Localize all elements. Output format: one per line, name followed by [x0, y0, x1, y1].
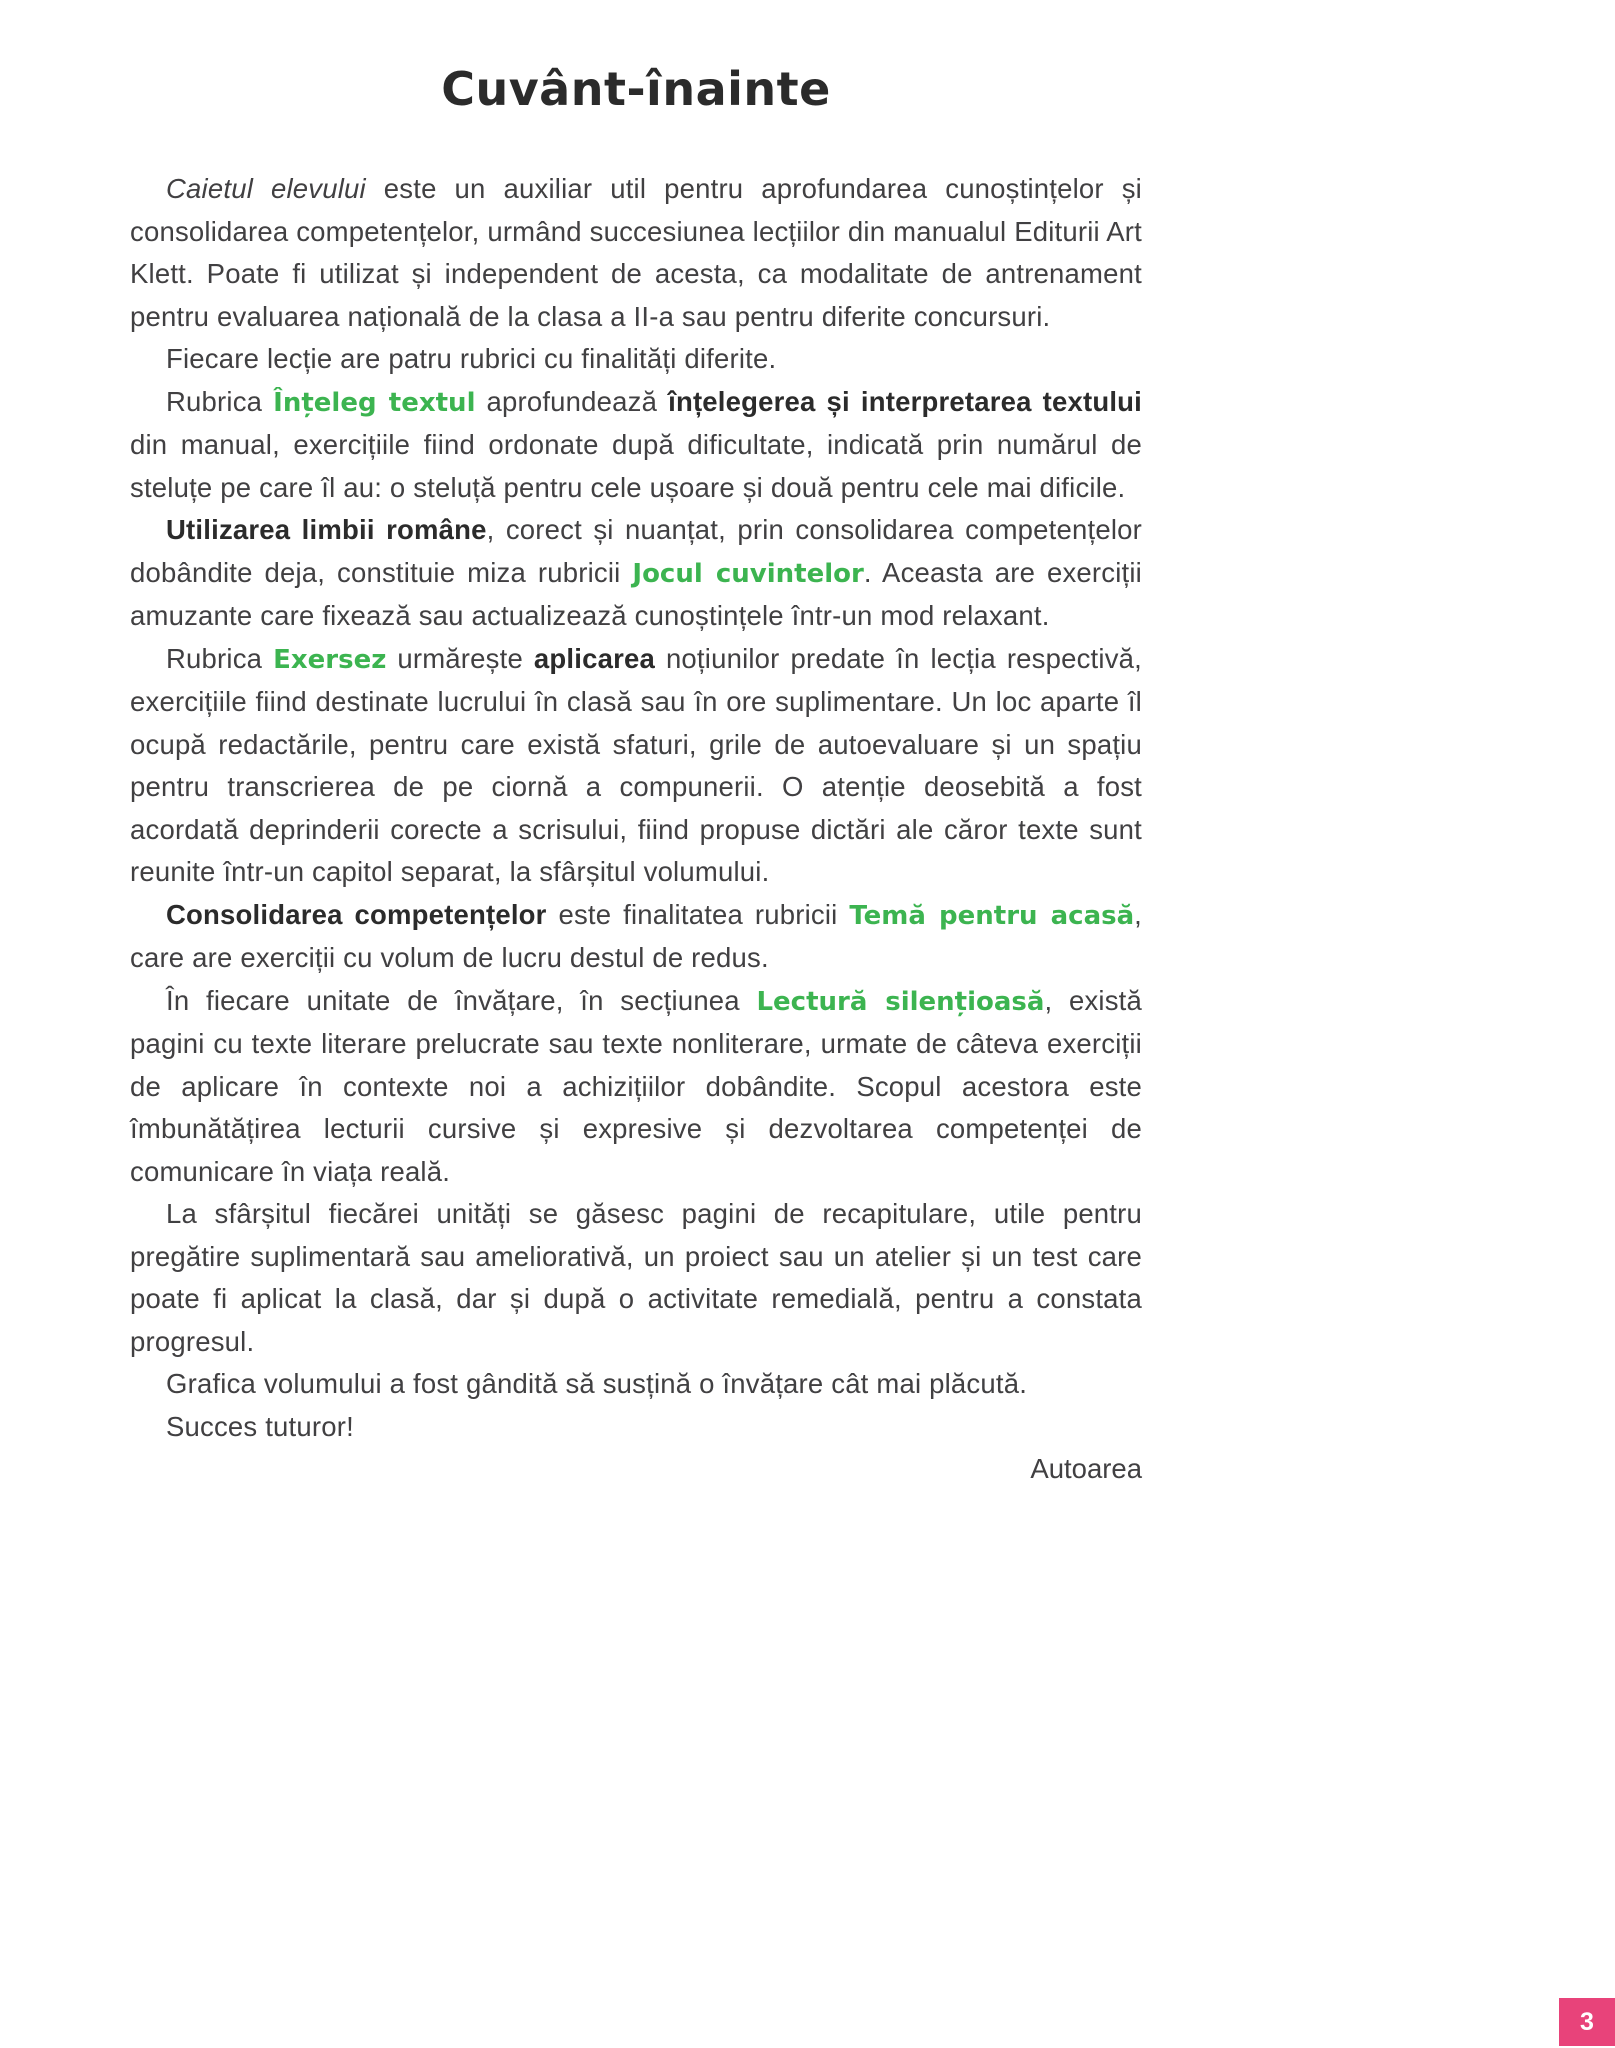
page-number-badge: [1559, 1998, 1615, 2046]
paragraph: Caietul elevului este un auxiliar util pentru aprofundarea cunoștințelor și consolidarea competențelor, urmând succesiunea lecțiilor din manualul Editurii Art Klett. Poate fi utilizat și independent de acesta, ca modalitate de antrenament pentru evaluarea națională de la clasa a II-a sau pentru diferite concursuri.: [130, 173, 1142, 332]
foreword-body: [130, 168, 1142, 1448]
paragraph: Rubrica Înțeleg textul aprofundează înțelegerea și interpretarea textului din manual, exercițiile fiind ordonate după dificultate, indicată prin numărul de steluțe pe care îl au: o steluță pentru cele ușoare și două pentru cele mai dificile.: [130, 385, 1142, 503]
paragraph: În fiecare unitate de învățare, în secțiunea Lectură silențioasă, există pagini cu texte literare prelucrate sau texte nonliterare, urmate de câteva exerciții de aplicare în contexte noi a achizițiilor dobândite. Scopul acestora este îmbunătățirea lecturii cursive și expresive și dezvoltarea competenței de comunicare în viața reală.: [130, 984, 1142, 1187]
author-signature: Autoarea: [1030, 1453, 1142, 1484]
paragraph: La sfârșitul fiecărei unități se găsesc pagini de recapitulare, utile pentru pregătire suplimentară sau ameliorativă, un proiect sau un atelier și un test care poate fi aplicat la clasă, dar și după o activitate remedială, pentru a constata progresul.: [130, 1198, 1142, 1357]
paragraph: Succes tuturor!: [166, 1410, 354, 1442]
paragraph: Consolidarea competențelor este finalitatea rubricii Temă pentru acasă, care are exerciții cu volum de lucru destul de redus.: [130, 898, 1142, 973]
page-content: [130, 62, 1142, 1491]
paragraph: Fiecare lecție are patru rubrici cu finalități diferite.: [166, 343, 777, 374]
paragraph: Rubrica Exersez urmărește aplicarea noțiunilor predate în lecția respectivă, exercițiile fiind destinate lucrului în clasă sau în ore suplimentare. Un loc aparte îl ocupă redactările, pentru care există sfaturi, grile de autoevaluare și un spațiu pentru transcrierea de pe ciornă a compunerii. O atenție deosebită a fost acordată deprinderii corecte a scrisului, fiind propuse dictări ale căror texte sunt reunite într-un capitol separat, la sfârșitul volumului.: [130, 642, 1142, 887]
page-number: 3: [1580, 2007, 1594, 2036]
page-title: Cuvânt-înainte: [441, 62, 831, 116]
paragraph: Utilizarea limbii române, corect și nuanțat, prin consolidarea competențelor dobândite deja, constituie miza rubricii Jocul cuvintelor. Aceasta are exerciții amuzante care fixează sau actualizează cunoștințele într-un mod relaxant.: [130, 514, 1142, 631]
paragraph: Grafica volumului a fost gândită să susțină o învățare cât mai plăcută.: [166, 1368, 1028, 1399]
